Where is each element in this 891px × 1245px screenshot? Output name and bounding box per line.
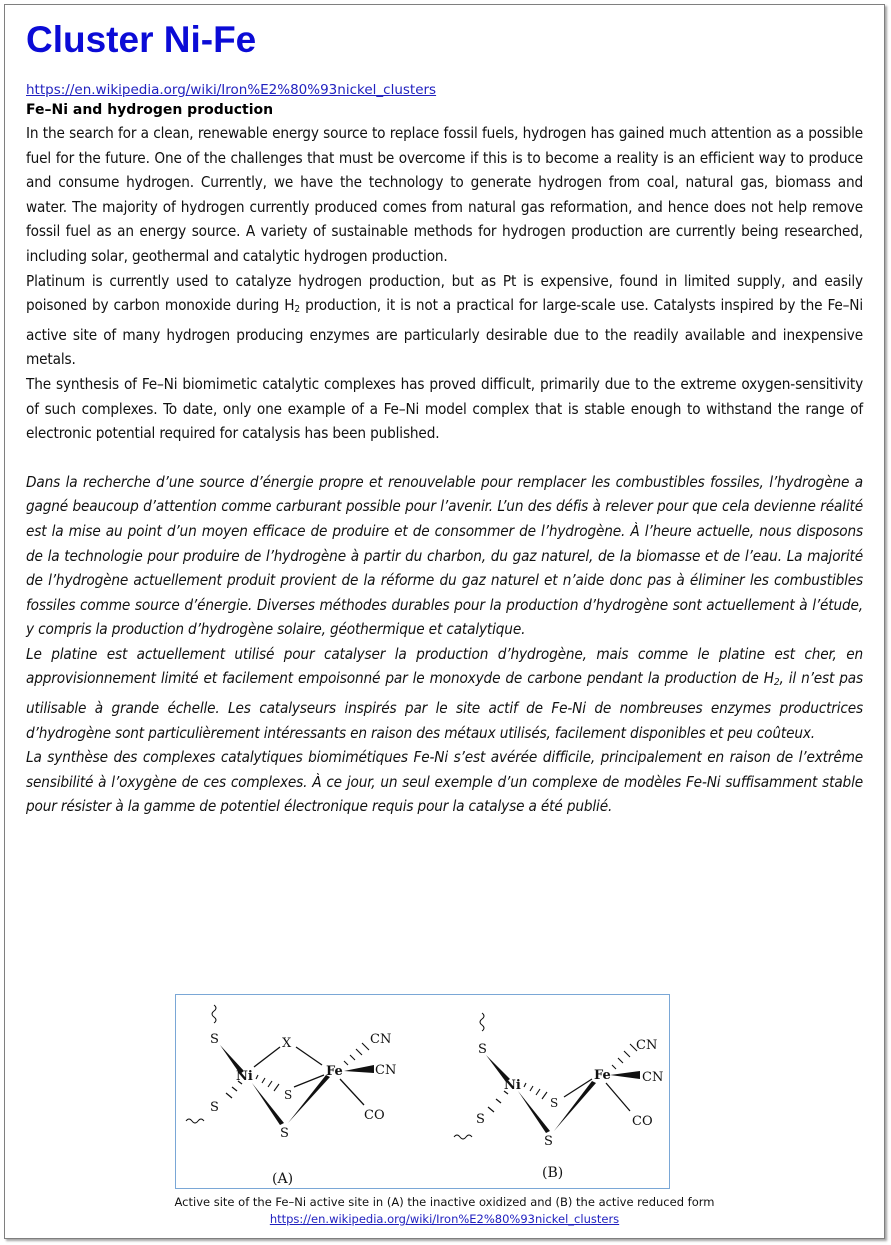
figure-caption-block (5, 1194, 884, 1228)
label-s-left-b: S (476, 1112, 485, 1127)
english-p2-text-a: Platinum is currently used to catalyze hydrogen production, but as Pt is expensive, found in limited supply, and easily poisoned by carbon monoxide during H (26, 271, 863, 315)
section-heading: Fe–Ni and hydrogen production (26, 102, 274, 118)
active-site-figure (175, 994, 670, 1189)
french-paragraph-2 (26, 642, 863, 745)
label-cn-top-a: CN (370, 1032, 392, 1047)
hash-fe-cn-b (612, 1044, 637, 1069)
french-paragraph-1: Dans la recherche d’une source d’énergie propre et renouvelable pour remplacer les combustibles fossiles, l’hydrogène a gagné beaucoup d’attention comme carburant possible pour l’avenir. L’un des défis à relever pour que cela devienne réalité est la mise au point d’un moyen efficace de produire et de consommer de l’hydrogène. À l’heure actuelle, nous disposons de la technologie pour produire de l’hydrogène à partir du charbon, du gaz naturel, de la biomasse et de l’eau. La majorité de l’hydrogène actuellement produit provient de la réforme du gaz naturel et n’aide donc pas à éliminer les combustibles fossiles comme source d’énergie. Diverses méthodes durables pour la production d’hydrogène sont actuellement à l’étude, y compris la production d’hydrogène solaire, géothermique et catalytique. (26, 472, 863, 639)
label-a: (A) (272, 1171, 294, 1187)
wavy-bond-a-bottom (186, 1119, 204, 1123)
french-paragraph-3: La synthèse des complexes catalytiques biomimétiques Fe-Ni s’est avérée difficile, principalement en raison de l’extrême sensibilité à l’oxygène de ces complexes. À ce jour, un seul exemple d’un complexe de modèles Fe-Ni suffisamment stable pour résister à la gamme de potentiel électronique requis pour la catalyse a été publié. (26, 748, 863, 816)
bond-ni-x-a (254, 1047, 280, 1067)
structure-b (454, 1013, 663, 1181)
label-fe-b: Fe (594, 1068, 611, 1083)
wedge-fe-cn-b (610, 1071, 640, 1079)
bond-fe-co-b (606, 1083, 630, 1111)
french-p2-subscript: 2 (773, 677, 780, 689)
hash-ni-s-mid-b (524, 1083, 547, 1099)
bond-x-fe-a (296, 1047, 322, 1065)
english-paragraph-1: In the search for a clean, renewable energy source to replace fossil fuels, hydrogen has gained much attention as a possible fuel for the future. One of the challenges that must be overcome if this is to become a reality is an efficient way to produce and consume hydrogen. Currently, we have the technology to generate hydrogen from coal, natural gas, biomass and water. The majority of hydrogen currently produced comes from natural gas reformation, and hence does not help remove fossil fuel as an energy source. A variety of sustainable methods for hydrogen production are currently being researched, including solar, geothermal and catalytic hydrogen production. (26, 124, 863, 265)
french-p2-text-a: Le platine est actuellement utilisé pour catalyser la production d’hydrogène, mais comme le platine est cher, en approvisionnement limité et facilement empoisonné par le monoxyde de carbone pendant la production de H (26, 644, 863, 688)
paragraph-gap (26, 446, 863, 470)
wedge-ni-s-bottom-b (518, 1091, 550, 1133)
wedge-s-fe-b (554, 1081, 596, 1131)
wavy-bond-b-bottom (454, 1135, 472, 1139)
label-s-top-b: S (478, 1042, 487, 1057)
document-page (4, 4, 885, 1239)
label-cn-top-b: CN (636, 1038, 658, 1053)
label-cn-right-b: CN (642, 1070, 664, 1085)
label-s-left-a: S (210, 1100, 219, 1115)
label-s-bottom-a: S (280, 1126, 289, 1141)
label-ni-a: Ni (236, 1069, 253, 1084)
english-p2-text-b: production, it is not a practical for large-scale use. Catalysts inspired by the Fe–Ni active site of many hydrogen producing enzymes are particularly desirable due to the readily available and inexpensive metals. (26, 296, 863, 369)
label-co-a: CO (364, 1108, 385, 1123)
wedge-fe-cn-a (344, 1065, 374, 1073)
label-s-mid-a: S (284, 1088, 293, 1102)
label-s-top-a: S (210, 1032, 219, 1047)
structure-a (186, 1005, 396, 1187)
document-content (26, 5, 863, 819)
english-paragraph-3: The synthesis of Fe–Ni biomimetic catalytic complexes has proved difficult, primarily due to the extreme oxygen-sensitivity of such complexes. To date, only one example of a Fe–Ni model complex that is stable enough to withstand the range of electronic potential required for catalysis has been published. (26, 374, 863, 443)
page-title: Cluster Ni-Fe (26, 19, 257, 60)
caption-link[interactable]: https://en.wikipedia.org/wiki/Iron%E2%80%93nickel_clusters (269, 1212, 620, 1226)
label-co-b: CO (632, 1114, 653, 1129)
wedge-ni-s-bottom-a (252, 1083, 284, 1125)
hash-ni-s-b (488, 1091, 508, 1112)
wavy-bond-a-top (212, 1005, 216, 1023)
label-x-a: X (282, 1036, 292, 1051)
label-cn-right-a: CN (375, 1063, 397, 1078)
label-s-bottom-b: S (544, 1134, 553, 1149)
french-p2-text-b: , il n’est pas utilisable à grande échelle. Les catalyseurs inspirés par le site actif de Fe-Ni de nombreuses enzymes productrices d’hydrogène sont particulièrement intéressants en raison des métaux utilisés, facilement disponibles et peu coûteux. (26, 669, 863, 742)
wedge-s-fe-a (288, 1075, 330, 1123)
figure-caption: Active site of the Fe–Ni active site in (A) the inactive oxidized and (B) the active reduced form (174, 1195, 715, 1209)
source-link[interactable]: https://en.wikipedia.org/wiki/Iron%E2%80%93nickel_clusters (26, 82, 437, 98)
hash-fe-cn-a (344, 1043, 369, 1065)
bond-fe-co-a (340, 1079, 364, 1105)
label-ni-b: Ni (504, 1078, 521, 1093)
label-fe-a: Fe (326, 1064, 343, 1079)
active-site-diagram (176, 995, 669, 1188)
label-b: (B) (542, 1165, 564, 1181)
label-s-mid-b: S (550, 1096, 559, 1110)
english-paragraph-2 (26, 269, 863, 372)
wavy-bond-b-top (480, 1013, 484, 1031)
english-p2-subscript: 2 (294, 304, 300, 316)
hash-ni-s-mid-a (256, 1075, 279, 1091)
